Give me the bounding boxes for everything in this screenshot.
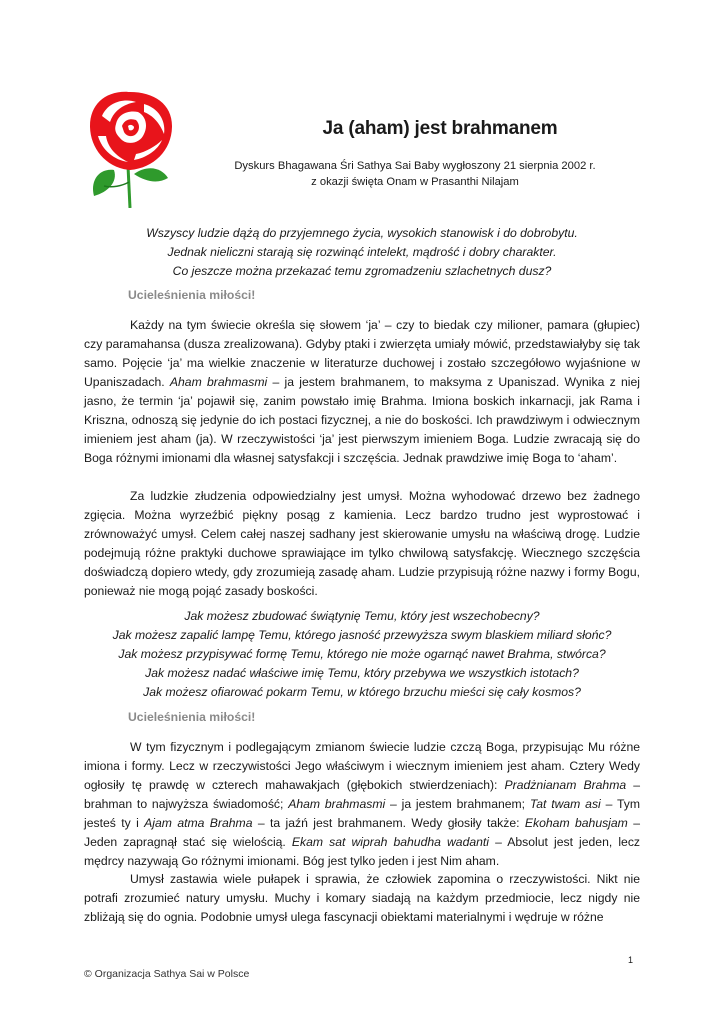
- emphasis: Pradżnianam Brahma: [504, 778, 627, 792]
- intro-line: Jednak nieliczni starają się rozwinąć intelekt, mądrość i dobry charakter.: [167, 245, 557, 259]
- emphasis: Tat twam asi: [529, 797, 601, 811]
- emphasis: Aham brahmasmi: [169, 375, 268, 389]
- poem-line: Jak możesz zbudować świątynię Temu, który jest wszechobecny?: [184, 609, 540, 623]
- text: W tym fizycznym i podlegającym zmianom świecie ludzie czczą Boga, przypisując Mu różne imiona i formy. Lecz w rzeczywistości Jego właściwym i wiecznym imieniem jest aham. Cztery Wedy ogłosiły tę prawdę w czterech mahawakjach (głębokich stwierdzeniach):: [84, 740, 640, 792]
- section-heading: Ucieleśnienia miłości!: [128, 710, 256, 724]
- emphasis: Ekam sat wiprah bahudha wadanti: [291, 835, 489, 849]
- intro-line: Wszyscy ludzie dążą do przyjemnego życia, wysokich stanowisk i do dobrobytu.: [146, 226, 578, 240]
- page-number: 1: [628, 955, 634, 965]
- poem-line: Jak możesz ofiarować pokarm Temu, w którego brzuchu mieści się cały kosmos?: [143, 685, 581, 699]
- emphasis: Ajam atma Brahma: [144, 816, 253, 830]
- subtitle-line: Dyskurs Bhagawana Śri Sathya Sai Baby wygłoszony 21 sierpnia 2002 r.: [234, 160, 596, 172]
- poem-line: Jak możesz zapalić lampę Temu, którego jasność przewyższa swym blaskiem miliard słońc?: [112, 628, 612, 642]
- paragraph: [84, 738, 640, 871]
- text: – ja jestem brahmanem;: [385, 797, 530, 811]
- text: – Absolut jest jeden, lecz mędrcy nazywają Go różnymi imionami. Bóg jest tylko jeden i jest Nim aham.: [84, 835, 641, 868]
- poem-line: Jak możesz przypisywać formę Temu, którego nie może ogarnąć nawet Brahma, stwórca?: [118, 647, 606, 661]
- text: – Jeden zapragnął stać się wielością.: [84, 816, 640, 849]
- poem: [84, 607, 640, 702]
- text: – ta jaźń jest brahmanem. Wedy głosiły także:: [252, 816, 525, 830]
- subtitle-line: z okazji święta Onam w Prasanthi Nilajam: [311, 176, 519, 188]
- paragraph: Za ludzkie złudzenia odpowiedzialny jest umysł. Można wyhodować drzewo bez żadnego zgięcia. Można wyrzeźbić piękny posąg z kamienia. Lecz bardzo trudno jest wyprostować i zrównoważyć umysł. Celem całej naszej sadhany jest skierowanie umysłu na właściwą drogę. Ludzie podejmują różne praktyki duchowe sprawiające im tylko chwilową satysfakcję. Wiecznego szczęścia doświadczą dopiero wtedy, gdy zrozumieją zasadę aham. Ludzie przypisują różne nazwy i formy Bogu, ponieważ nie mogą pojąć zasady boskości.: [84, 489, 640, 598]
- section-heading: Ucieleśnienia miłości!: [128, 288, 256, 302]
- text: – brahman to najwyższa świadomość;: [84, 778, 641, 811]
- intro-quote: [84, 224, 640, 281]
- footer-copyright: © Organizacja Sathya Sai w Polsce: [84, 968, 250, 980]
- emphasis: Ekoham bahusjam: [524, 816, 628, 830]
- page-title: Ja (aham) jest brahmanem: [322, 118, 558, 139]
- emphasis: Aham brahmasmi: [288, 797, 386, 811]
- subtitle: [200, 158, 630, 190]
- paragraph: Umysł zastawia wiele pułapek i sprawia, że człowiek zapomina o rzeczywistości. Nikt nie potrafi zrozumieć natury umysłu. Muchy i komary siadają na każdym przedmiocie, lecz nigdy nie zbliżają się do ognia. Podobnie umysł ulega fascynacji obiektami materialnymi i wędruje w różne: [84, 872, 640, 924]
- poem-line: Jak możesz nadać właściwe imię Temu, który przebywa we wszystkich istotach?: [145, 666, 579, 680]
- text: – ja jestem brahmanem, to maksyma z Upaniszad. Wynika z niej jasno, że termin ‘ja’ pojawił się, zanim powstało imię Brahma. Imiona boskich inkarnacji, jak Rama i Kriszna, odnoszą się jedynie do ich postaci fizycznej, a nie do boskości. Ich prawdziwym i odwiecznym imieniem jest aham (ja). W rzeczywistości ‘ja’ jest pierwszym imieniem Boga. Ludzie zwracają się do Boga różnymi imionami dla własnej satysfakcji i szczęścia. Jednak prawdziwe imię Boga to ‘aham’.: [84, 375, 640, 465]
- red-rose-icon: [84, 86, 176, 208]
- intro-line: Co jeszcze można przekazać temu zgromadzeniu szlachetnych dusz?: [172, 264, 552, 278]
- paragraph: [84, 316, 640, 468]
- text: Każdy na tym świecie określa się słowem ‘ja’ – czy to biedak czy milioner, pamara (głupiec) czy paramahansa (dusza zrealizowana). Gdyby ptaki i zwierzęta umiały mówić, przedstawiałyby się tak samo. Pojęcie ‘ja’ ma wielkie znaczenie w literaturze duchowej i zostało szczegółowo wyjaśnione w Upaniszadach.: [84, 318, 640, 389]
- text: – Tym jesteś ty i: [84, 797, 640, 830]
